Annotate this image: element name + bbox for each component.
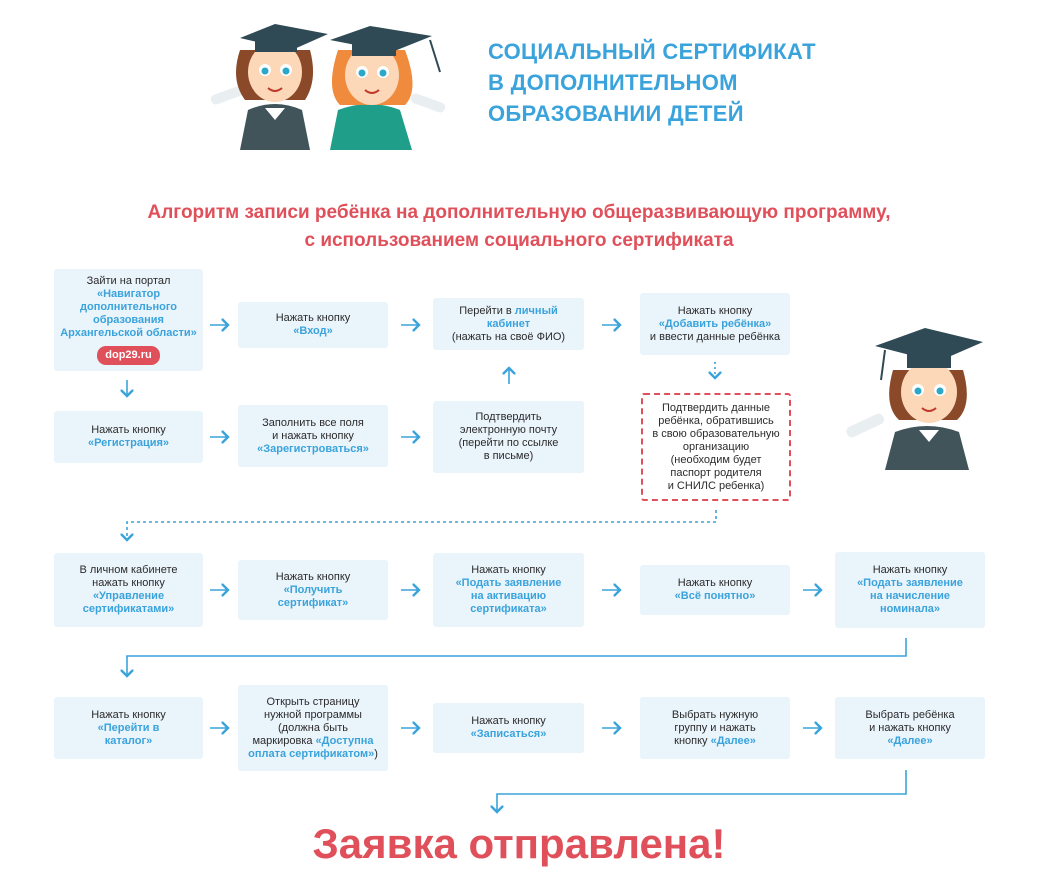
step-portal [54,269,203,371]
step-text: и СНИЛС ребенка) [667,479,765,492]
button-name: «Вход» [293,325,333,337]
step-text: Перейти в [459,304,515,317]
step-text: Нажать кнопку [91,424,166,436]
step-fill-fields [238,405,388,467]
step-text: и ввести данные ребёнка [649,330,781,343]
connector-return [127,638,906,676]
portal-name: «Навигатор [96,288,161,300]
step-text: (нажать на своё ФИО) [451,330,566,343]
step-text: и нажать кнопку [869,721,951,734]
header-title-line: ОБРАЗОВАНИИ ДЕТЕЙ [488,101,744,126]
step-text: Нажать кнопку [471,564,546,576]
step-text: (необходим будет [670,453,762,466]
button-name: «Записаться» [470,728,547,740]
step-text: Нажать кнопку [91,708,166,721]
button-name: «Подать заявление [857,577,963,589]
step-text: нужной программы [264,708,362,721]
step-register [54,411,203,463]
step-text: Нажать кнопку [275,570,351,583]
button-name: «Далее» [710,734,756,747]
step-text: Нажать кнопку [275,312,351,324]
header-title-line: В ДОПОЛНИТЕЛЬНОМ [488,70,738,95]
step-text: ребёнка, обратившись [658,414,774,427]
step-apply-activation [433,553,584,627]
step-manage-certs [54,553,203,627]
portal-name: Архангельской области» [60,327,197,339]
step-text: в свою образовательную [652,427,780,440]
step-text: (перейти по ссылке [458,437,559,449]
step-text: в письме) [483,450,534,462]
button-name: «Зарегистроваться» [257,442,369,455]
step-enroll [433,703,584,753]
button-name: каталог» [104,734,153,747]
button-name: «Управление [92,590,165,602]
portal-name: дополнительного [80,301,177,313]
step-apply-nominal [835,552,985,628]
step-choose-child [835,697,985,759]
step-add-child [640,293,790,355]
step-text: Подтвердить данные [661,401,771,414]
button-name: на начисление [869,590,951,602]
step-text: и нажать кнопку [272,429,354,442]
step-text: организацию [682,440,750,453]
marking-label: «Доступна [315,734,374,747]
button-name: на активацию [470,590,547,602]
step-get-cert [238,560,388,620]
button-name: «Добавить ребёнка» [658,317,772,330]
algorithm-title-line: Алгоритм записи ребёнка на дополнительную общеразвивающую программу, [147,202,891,223]
step-text: группу и нажать [674,721,756,734]
step-text: кнопку [674,734,711,747]
step-choose-group [640,697,790,759]
step-text: Нажать кнопку [677,577,753,589]
step-text: Нажать кнопку [471,715,546,727]
step-text: Нажать кнопку [872,564,948,576]
step-text: электронную почту [459,424,558,436]
connector-final [497,770,906,812]
step-text: Выбрать нужную [671,708,759,721]
step-text: Открыть страницу [266,695,360,708]
step-cabinet [433,298,584,350]
step-text: Нажать кнопку [677,304,753,317]
algorithm-title-line: с использованием социального сертификата [304,230,734,251]
step-text: В личном кабинете [79,564,178,576]
step-all-clear [640,565,790,615]
button-name: сертификатами» [82,603,175,615]
button-name: «Всё понятно» [674,590,756,602]
button-name: «Получить [283,583,343,596]
portal-url-badge[interactable]: dop29.ru [97,346,159,365]
step-text: Подтвердить [475,411,542,423]
button-name: «Далее» [887,734,933,747]
marking-label: оплата сертификатом» [248,747,375,760]
header-title-line: СОЦИАЛЬНЫЙ СЕРТИФИКАТ [488,39,816,64]
button-name: «Подать заявление [455,577,562,589]
cabinet-link: личный кабинет [486,304,558,330]
button-name: номинала» [879,603,941,615]
step-open-program [238,685,388,771]
step-text: нажать кнопку [92,577,165,589]
step-text: маркировка [252,734,316,747]
button-name: сертификата» [470,603,547,615]
step-login [238,302,388,348]
step-text: (должна быть [278,721,348,734]
step-text: паспорт родителя [670,466,762,479]
step-confirm-data [641,393,791,501]
final-message: Заявка отправлена! [312,820,726,867]
button-name: «Перейти в [97,721,160,734]
step-catalog [54,697,203,759]
portal-name: образования [93,314,164,326]
connector-dotted [127,510,716,540]
step-text: Зайти на портал [86,275,171,287]
step-text: ) [374,747,378,760]
step-confirm-email [433,401,584,473]
step-text: Заполнить все поля [262,416,364,429]
button-name: «Регистрация» [87,437,170,449]
step-text: Выбрать ребёнка [865,708,955,721]
button-name: сертификат» [277,596,349,609]
